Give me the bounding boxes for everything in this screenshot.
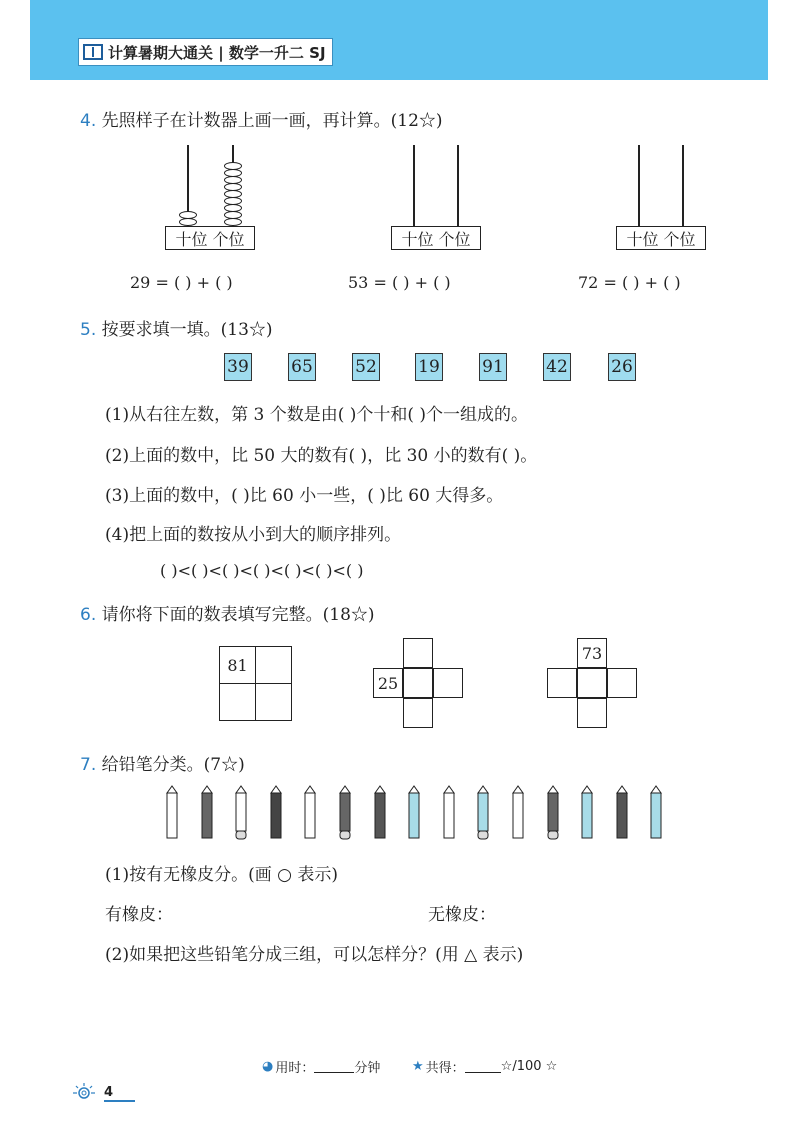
pencil-with-eraser — [339, 785, 351, 841]
pencil-with-eraser — [235, 785, 247, 841]
number-card: 91 — [479, 353, 507, 381]
grid-cell-filled: 73 — [577, 638, 607, 668]
question-text: 给铅笔分类。(7☆) — [101, 755, 245, 775]
pencil — [512, 785, 524, 841]
pencil — [201, 785, 213, 841]
score-suffix: ☆/100 ☆ — [500, 1059, 558, 1074]
pencil — [581, 785, 593, 841]
q5-item-4: (4)把上面的数按从小到大的顺序排列。 — [105, 525, 402, 545]
abacus-bead — [224, 218, 242, 226]
q7-item-1: (1)按有无橡皮分。(画 ○ 表示) — [105, 865, 338, 885]
equation-53[interactable]: 53 = ( ) + ( ) — [348, 273, 451, 292]
abacus-bead — [224, 162, 242, 170]
ones-rod — [682, 145, 684, 227]
question-number: 5. — [80, 320, 97, 340]
page-number-area — [72, 1083, 135, 1103]
page-number: 4 — [104, 1085, 135, 1102]
pencil — [650, 785, 662, 841]
number-card: 26 — [608, 353, 636, 381]
grid-cell-blank[interactable] — [577, 668, 607, 698]
question-4 — [80, 106, 443, 131]
order-answer-line[interactable]: ( )<( )<( )<( )<( )<( )<( ) — [160, 561, 364, 580]
pencil — [616, 785, 628, 841]
number-card: 42 — [543, 353, 571, 381]
abacus-bead — [179, 211, 197, 219]
abacus-bead — [224, 183, 242, 191]
abacus-bead — [224, 169, 242, 177]
q5-item-1[interactable]: (1)从右往左数，第 3 个数是由( )个十和( )个一组成的。 — [105, 405, 529, 425]
place-value-box — [391, 226, 481, 250]
tens-rod — [413, 145, 415, 227]
grid-cell-blank[interactable] — [403, 668, 433, 698]
book-icon — [83, 44, 103, 60]
time-blank[interactable] — [314, 1060, 354, 1073]
grid-cell-blank[interactable] — [255, 646, 292, 684]
question-number: 4. — [80, 111, 97, 131]
pencil — [374, 785, 386, 841]
pencil — [166, 785, 178, 841]
ones-label: 个位 — [212, 229, 245, 249]
pencil — [408, 785, 420, 841]
sun-swirl-icon — [72, 1083, 96, 1103]
pencil-with-eraser — [477, 785, 489, 841]
ones-label: 个位 — [663, 229, 696, 249]
number-grid-25 — [373, 638, 465, 730]
q5-item-3[interactable]: (3)上面的数中，( )比 60 小一些，( )比 60 大得多。 — [105, 486, 504, 506]
tens-label: 十位 — [626, 229, 659, 249]
abacus-bead — [224, 197, 242, 205]
question-6 — [80, 600, 375, 625]
abacus-bead — [224, 190, 242, 198]
number-card: 52 — [352, 353, 380, 381]
place-value-box — [616, 226, 706, 250]
score-label: 共得： — [425, 1061, 465, 1076]
without-eraser-label[interactable]: 无橡皮： — [428, 905, 496, 925]
grid-cell-blank[interactable] — [403, 698, 433, 728]
pencil-with-eraser — [547, 785, 559, 841]
question-text: 按要求填一填。(13☆) — [101, 320, 273, 340]
book-title: 计算暑期大通关 | 数学一升二 SJ — [108, 43, 326, 62]
abacus-example — [160, 140, 260, 260]
abacus-blank-53[interactable] — [388, 140, 488, 260]
star-icon: ★ — [412, 1059, 424, 1074]
number-card: 39 — [224, 353, 252, 381]
grid-cell-filled: 81 — [219, 646, 256, 684]
pencil — [443, 785, 455, 841]
question-number: 6. — [80, 605, 97, 625]
number-grid-73 — [547, 638, 639, 730]
time-label: 用时： — [275, 1061, 315, 1076]
tens-label: 十位 — [401, 229, 434, 249]
q7-item-2[interactable]: (2)如果把这些铅笔分成三组，可以怎样分？(用 △ 表示) — [105, 945, 524, 965]
grid-cell-blank[interactable] — [577, 698, 607, 728]
pencil — [270, 785, 282, 841]
score-blank[interactable] — [465, 1060, 501, 1073]
place-value-box — [165, 226, 255, 250]
question-text: 先照样子在计数器上画一画，再计算。(12☆) — [101, 111, 443, 131]
number-grid-81 — [219, 646, 293, 722]
grid-cell-blank[interactable] — [433, 668, 463, 698]
grid-cell-blank[interactable] — [403, 638, 433, 668]
question-text: 请你将下面的数表填写完整。(18☆) — [101, 605, 375, 625]
ones-rod — [457, 145, 459, 227]
tens-label: 十位 — [175, 229, 208, 249]
equation-72[interactable]: 72 = ( ) + ( ) — [578, 273, 681, 292]
abacus-bead — [224, 211, 242, 219]
footer-score — [412, 1057, 557, 1076]
pencil — [304, 785, 316, 841]
abacus-bead — [179, 218, 197, 226]
pencil-row — [0, 0, 800, 1]
abacus-blank-72[interactable] — [613, 140, 713, 260]
number-card: 19 — [415, 353, 443, 381]
question-5 — [80, 315, 273, 340]
abacus-bead — [224, 176, 242, 184]
grid-cell-blank[interactable] — [547, 668, 577, 698]
tens-rod — [638, 145, 640, 227]
ones-label: 个位 — [438, 229, 471, 249]
grid-cell-blank[interactable] — [255, 683, 292, 721]
grid-cell-filled: 25 — [373, 668, 403, 698]
number-card: 65 — [288, 353, 316, 381]
question-number: 7. — [80, 755, 97, 775]
question-7 — [80, 750, 245, 775]
grid-cell-blank[interactable] — [607, 668, 637, 698]
grid-cell-blank[interactable] — [219, 683, 256, 721]
clock-icon: ◕ — [262, 1059, 274, 1074]
abacus-bead — [224, 204, 242, 212]
with-eraser-label[interactable]: 有橡皮： — [105, 905, 173, 925]
equation-29[interactable]: 29 = ( ) + ( ) — [130, 273, 233, 292]
footer-time — [262, 1057, 380, 1076]
q5-item-2[interactable]: (2)上面的数中，比 50 大的数有( )，比 30 小的数有( )。 — [105, 446, 538, 466]
book-title-tag — [78, 38, 333, 66]
time-unit: 分钟 — [354, 1061, 381, 1076]
